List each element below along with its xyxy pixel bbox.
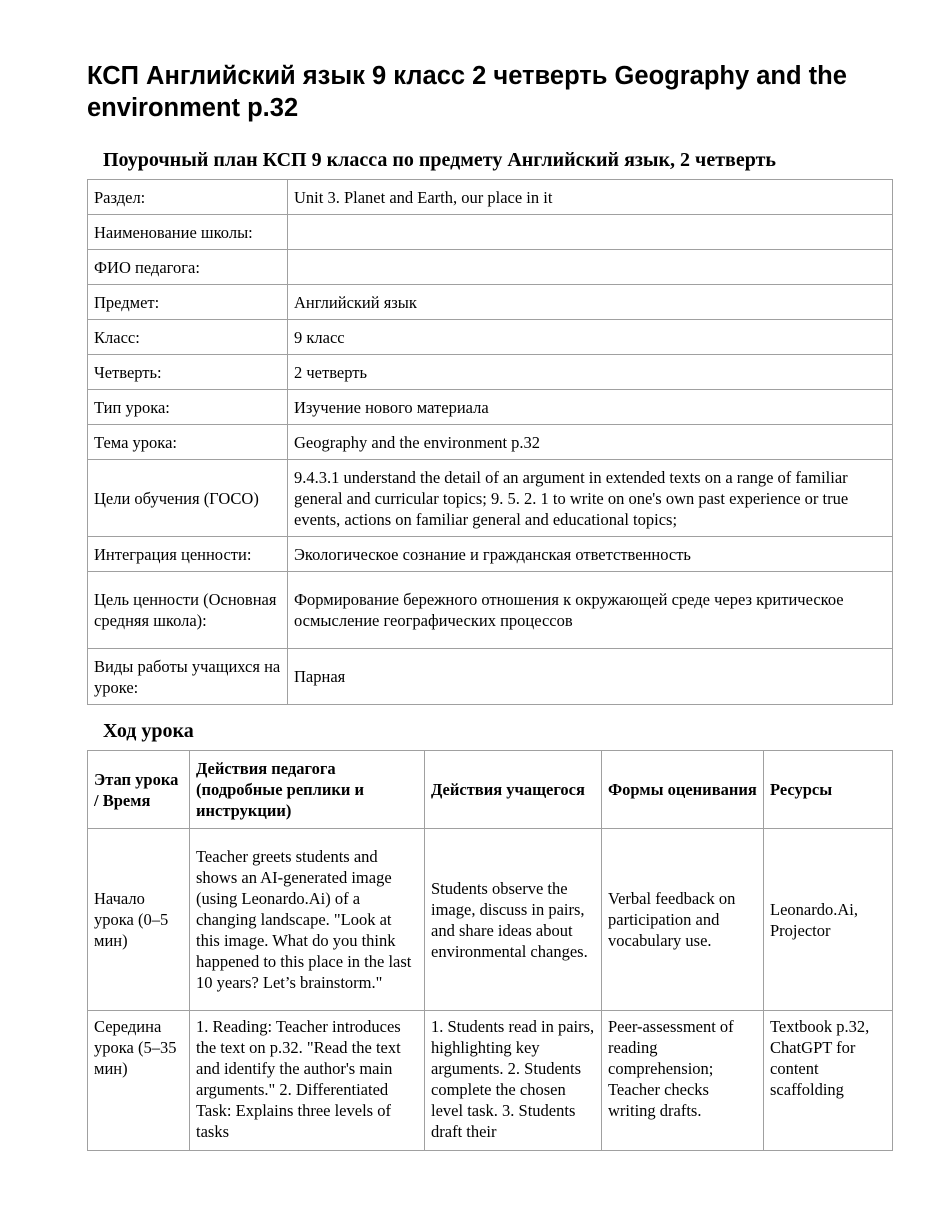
info-row: [88, 460, 893, 537]
info-row: [88, 390, 893, 425]
student-cell: 1. Students read in pairs, highlighting key arguments. 2. Students complete the chosen level task. 3. Students draft their: [425, 1011, 602, 1151]
info-row: [88, 320, 893, 355]
info-key: Наименование школы:: [88, 215, 288, 250]
info-value: [288, 250, 893, 285]
teacher-cell: 1. Reading: Teacher introduces the text on p.32. "Read the text and identify the author's main arguments." 2. Differentiated Task: Explains three levels of tasks: [190, 1011, 425, 1151]
header-resources: Ресурсы: [764, 751, 893, 829]
info-row: [88, 250, 893, 285]
info-row: [88, 285, 893, 320]
info-value: 2 четверть: [288, 355, 893, 390]
progress-row: [88, 829, 893, 1011]
info-key: Класс:: [88, 320, 288, 355]
info-value: Формирование бережного отношения к окружающей среде через критическое осмысление географических процессов: [288, 572, 893, 649]
info-row: [88, 180, 893, 215]
plan-heading: Поурочный план КСП 9 класса по предмету Английский язык, 2 четверть: [103, 149, 776, 171]
info-key: Цель ценности (Основная средняя школа):: [88, 572, 288, 649]
info-key: Тип урока:: [88, 390, 288, 425]
info-key: Предмет:: [88, 285, 288, 320]
resources-cell: Textbook p.32, ChatGPT for content scaffolding: [764, 1011, 893, 1151]
progress-header-row: [88, 751, 893, 829]
info-row: [88, 537, 893, 572]
assessment-cell: Peer-assessment of reading comprehension; Teacher checks writing drafts.: [602, 1011, 764, 1151]
info-row: [88, 572, 893, 649]
info-value: Geography and the environment p.32: [288, 425, 893, 460]
info-value: 9 класс: [288, 320, 893, 355]
info-key: Четверть:: [88, 355, 288, 390]
info-key: Раздел:: [88, 180, 288, 215]
student-cell: Students observe the image, discuss in pairs, and share ideas about environmental changes.: [425, 829, 602, 1011]
resources-cell: Leonardo.Ai, Projector: [764, 829, 893, 1011]
info-value: Unit 3. Planet and Earth, our place in it: [288, 180, 893, 215]
lesson-info-table: [87, 179, 893, 705]
stage-cell: Начало урока (0–5 мин): [88, 829, 190, 1011]
lesson-progress-heading: Ход урока: [103, 720, 194, 742]
info-key: Цели обучения (ГОСО): [88, 460, 288, 537]
header-stage: Этап урока / Время: [88, 751, 190, 829]
info-value: Экологическое сознание и гражданская ответственность: [288, 537, 893, 572]
info-row: [88, 649, 893, 705]
info-value: Английский язык: [288, 285, 893, 320]
assessment-cell: Verbal feedback on participation and vocabulary use.: [602, 829, 764, 1011]
info-key: Виды работы учащихся на уроке:: [88, 649, 288, 705]
info-row: [88, 425, 893, 460]
progress-row: [88, 1011, 893, 1151]
info-value: 9.4.3.1 understand the detail of an argument in extended texts on a range of familiar general and curricular topics; 9. 5. 2. 1 to write on one's own past experience or true events, actions on familiar general and educational topics;: [288, 460, 893, 537]
info-key: Интеграция ценности:: [88, 537, 288, 572]
teacher-cell: Teacher greets students and shows an AI-generated image (using Leonardo.Ai) of a changing landscape. "Look at this image. What do you think happened to this place in the last 10 years? Let’s brainstorm.": [190, 829, 425, 1011]
header-student-actions: Действия учащегося: [425, 751, 602, 829]
stage-cell: Середина урока (5–35 мин): [88, 1011, 190, 1151]
lesson-progress-table: [87, 750, 893, 1151]
info-value: Изучение нового материала: [288, 390, 893, 425]
info-row: [88, 215, 893, 250]
info-value: [288, 215, 893, 250]
document-title: КСП Английский язык 9 класс 2 четверть Geography and the environment p.32: [87, 62, 847, 122]
info-row: [88, 355, 893, 390]
header-assessment: Формы оценивания: [602, 751, 764, 829]
info-key: Тема урока:: [88, 425, 288, 460]
info-key: ФИО педагога:: [88, 250, 288, 285]
info-value: Парная: [288, 649, 893, 705]
header-teacher-actions: Действия педагога (подробные реплики и инструкции): [190, 751, 425, 829]
